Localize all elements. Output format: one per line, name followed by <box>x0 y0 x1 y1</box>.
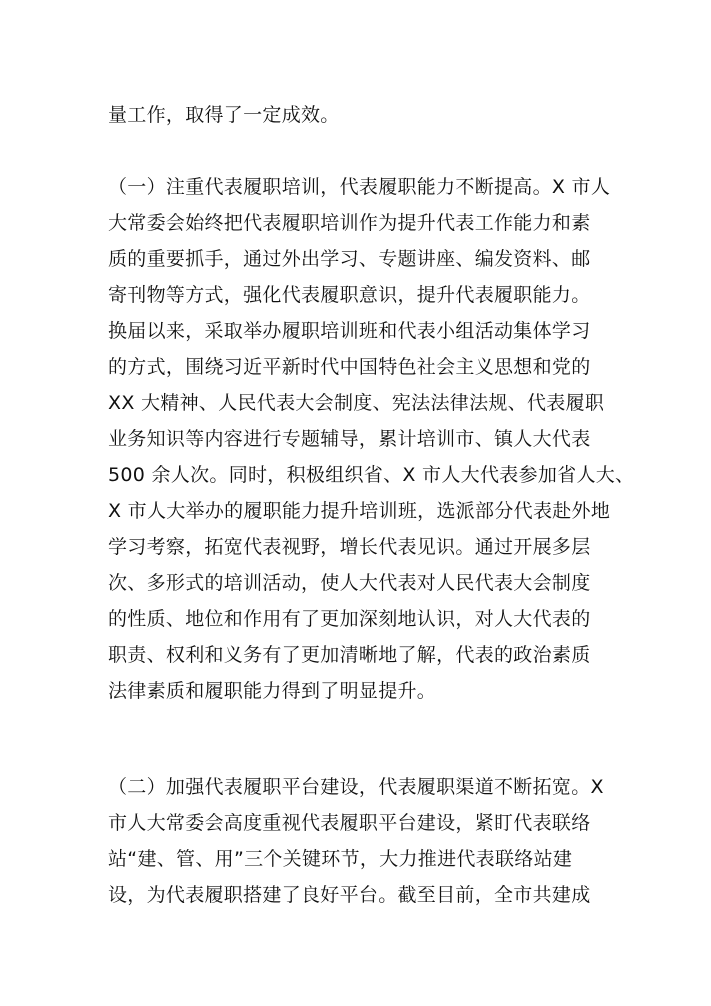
section1-line-12: 次、多形式的培训活动，使人大代表对人民代表大会制度 <box>108 572 591 594</box>
section1-line-1: （一）注重代表履职培训，代表履职能力不断提高。X 市人 <box>108 176 611 198</box>
intro-line: 量工作，取得了一定成效。 <box>108 104 340 126</box>
section1-line-13: 的性质、地位和作用有了更加深刻地认识，对人大代表的 <box>108 608 591 630</box>
section1-line-6: 的方式，围绕习近平新时代中国特色社会主义思想和党的 <box>108 356 591 378</box>
section1-line-8: 业务知识等内容进行专题辅导，累计培训市、镇人大代表 <box>108 428 591 450</box>
section1-line-15: 法律素质和履职能力得到了明显提升。 <box>108 680 437 702</box>
section1-line-10: X 市人大举办的履职能力提升培训班，选派部分代表赴外地 <box>108 500 611 522</box>
section1-line-11: 学习考察，拓宽代表视野，增长代表见识。通过开展多层 <box>108 536 591 558</box>
section1-line-5: 换届以来，采取举办履职培训班和代表小组活动集体学习 <box>108 320 591 342</box>
section2-line-4: 设，为代表履职搭建了良好平台。截至目前，全市共建成 <box>108 884 591 906</box>
section1-line-2: 大常委会始终把代表履职培训作为提升代表工作能力和素 <box>108 212 591 234</box>
section2-line-2: 市人大常委会高度重视代表履职平台建设，紧盯代表联络 <box>108 812 591 834</box>
section2-line-3: 站“建、管、用”三个关键环节，大力推进代表联络站建 <box>108 848 573 870</box>
section1-line-9: 500 余人次。同时，积极组织省、X 市人大代表参加省人大、 <box>108 464 635 486</box>
section1-line-4: 寄刊物等方式，强化代表履职意识，提升代表履职能力。 <box>108 284 591 306</box>
section1-line-3: 质的重要抓手，通过外出学习、专题讲座、编发资料、邮 <box>108 248 591 270</box>
section1-line-14: 职责、权利和义务有了更加清晰地了解，代表的政治素质 <box>108 644 591 666</box>
section2-line-1: （二）加强代表履职平台建设，代表履职渠道不断拓宽。X <box>108 776 604 798</box>
section1-line-7: XX 大精神、人民代表大会制度、宪法法律法规、代表履职 <box>108 392 605 414</box>
